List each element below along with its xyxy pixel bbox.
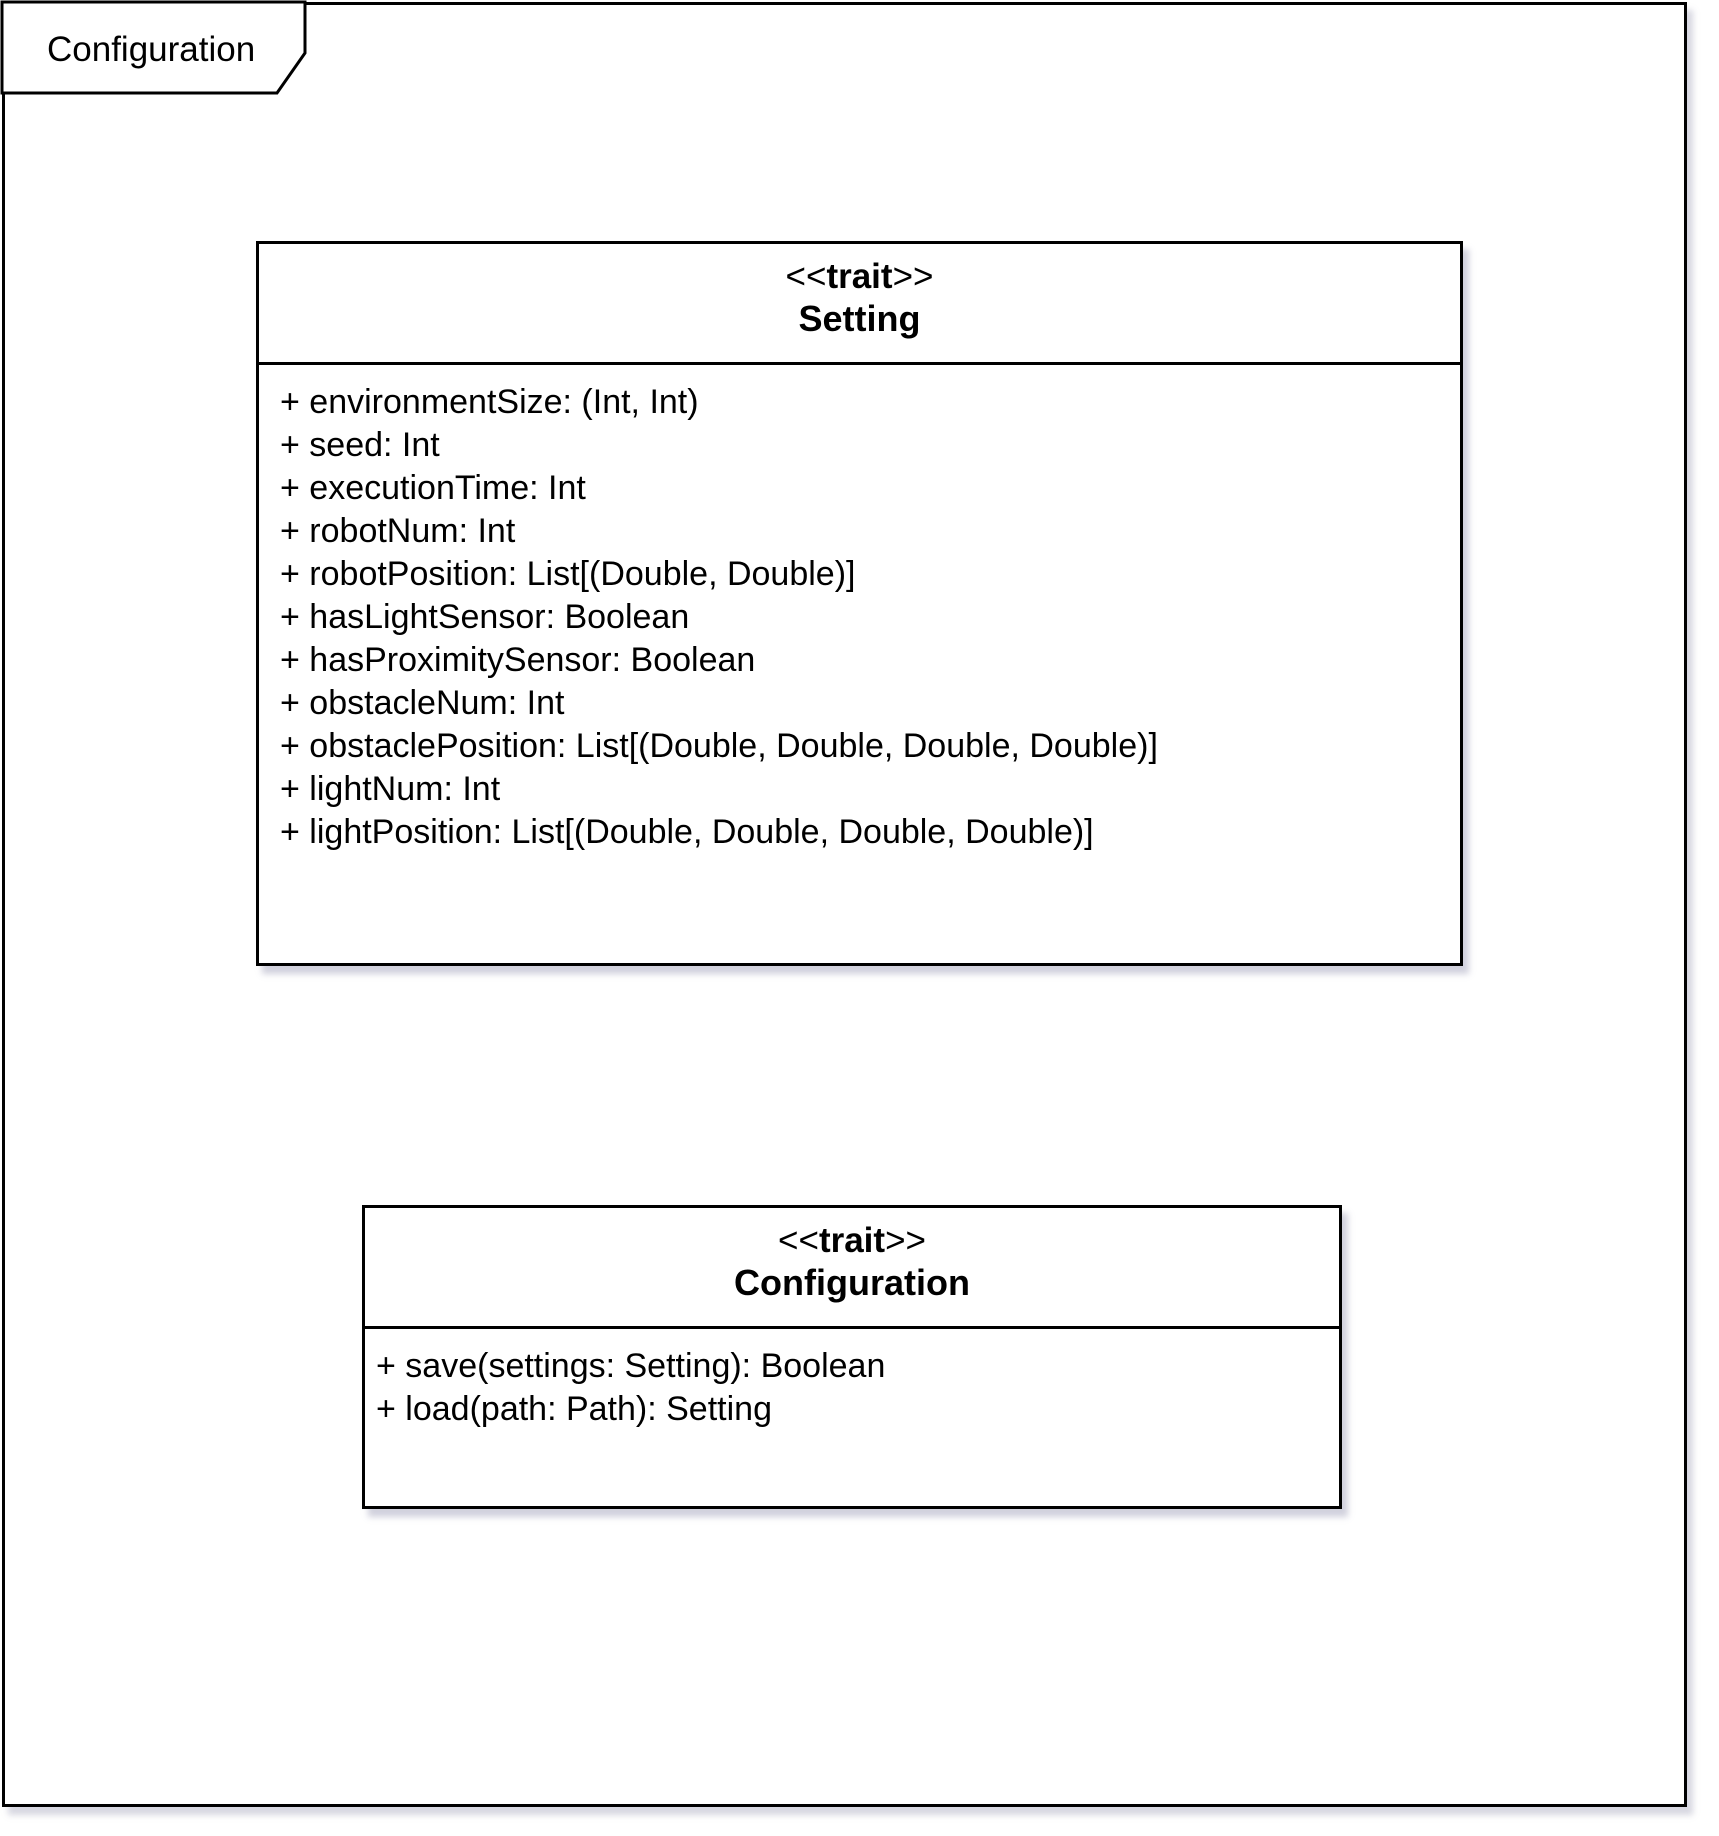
- class-name: Setting: [798, 298, 921, 339]
- class-attribute: + obstacleNum: Int: [280, 684, 565, 722]
- class-attribute: + robotPosition: List[(Double, Double)]: [280, 555, 856, 593]
- class-name: Configuration: [734, 1262, 970, 1303]
- class-method: + save(settings: Setting): Boolean: [376, 1347, 886, 1385]
- class-attribute: + seed: Int: [280, 426, 440, 464]
- class-attribute: + obstaclePosition: List[(Double, Double, Double, Double)]: [280, 727, 1158, 765]
- class-attribute: + lightPosition: List[(Double, Double, Double, Double)]: [280, 813, 1094, 851]
- class-members: [259, 365, 1460, 854]
- class-attribute: + lightNum: Int: [280, 770, 501, 808]
- class-header: [259, 244, 1460, 365]
- class-setting[interactable]: [256, 241, 1463, 966]
- class-configuration[interactable]: [362, 1205, 1342, 1509]
- class-method: + load(path: Path): Setting: [376, 1390, 772, 1428]
- class-attribute: + hasProximitySensor: Boolean: [280, 641, 756, 679]
- class-stereotype: <<trait>>: [785, 257, 934, 296]
- class-header: [365, 1208, 1339, 1329]
- package-label: Configuration: [47, 30, 256, 69]
- class-attribute: + executionTime: Int: [280, 469, 586, 507]
- class-attribute: + hasLightSensor: Boolean: [280, 598, 690, 636]
- class-stereotype: <<trait>>: [778, 1221, 926, 1260]
- class-attribute: + environmentSize: (Int, Int): [280, 383, 699, 421]
- class-attribute: + robotNum: Int: [280, 512, 516, 550]
- class-members: [365, 1329, 1339, 1431]
- package-tab: [5, 5, 315, 101]
